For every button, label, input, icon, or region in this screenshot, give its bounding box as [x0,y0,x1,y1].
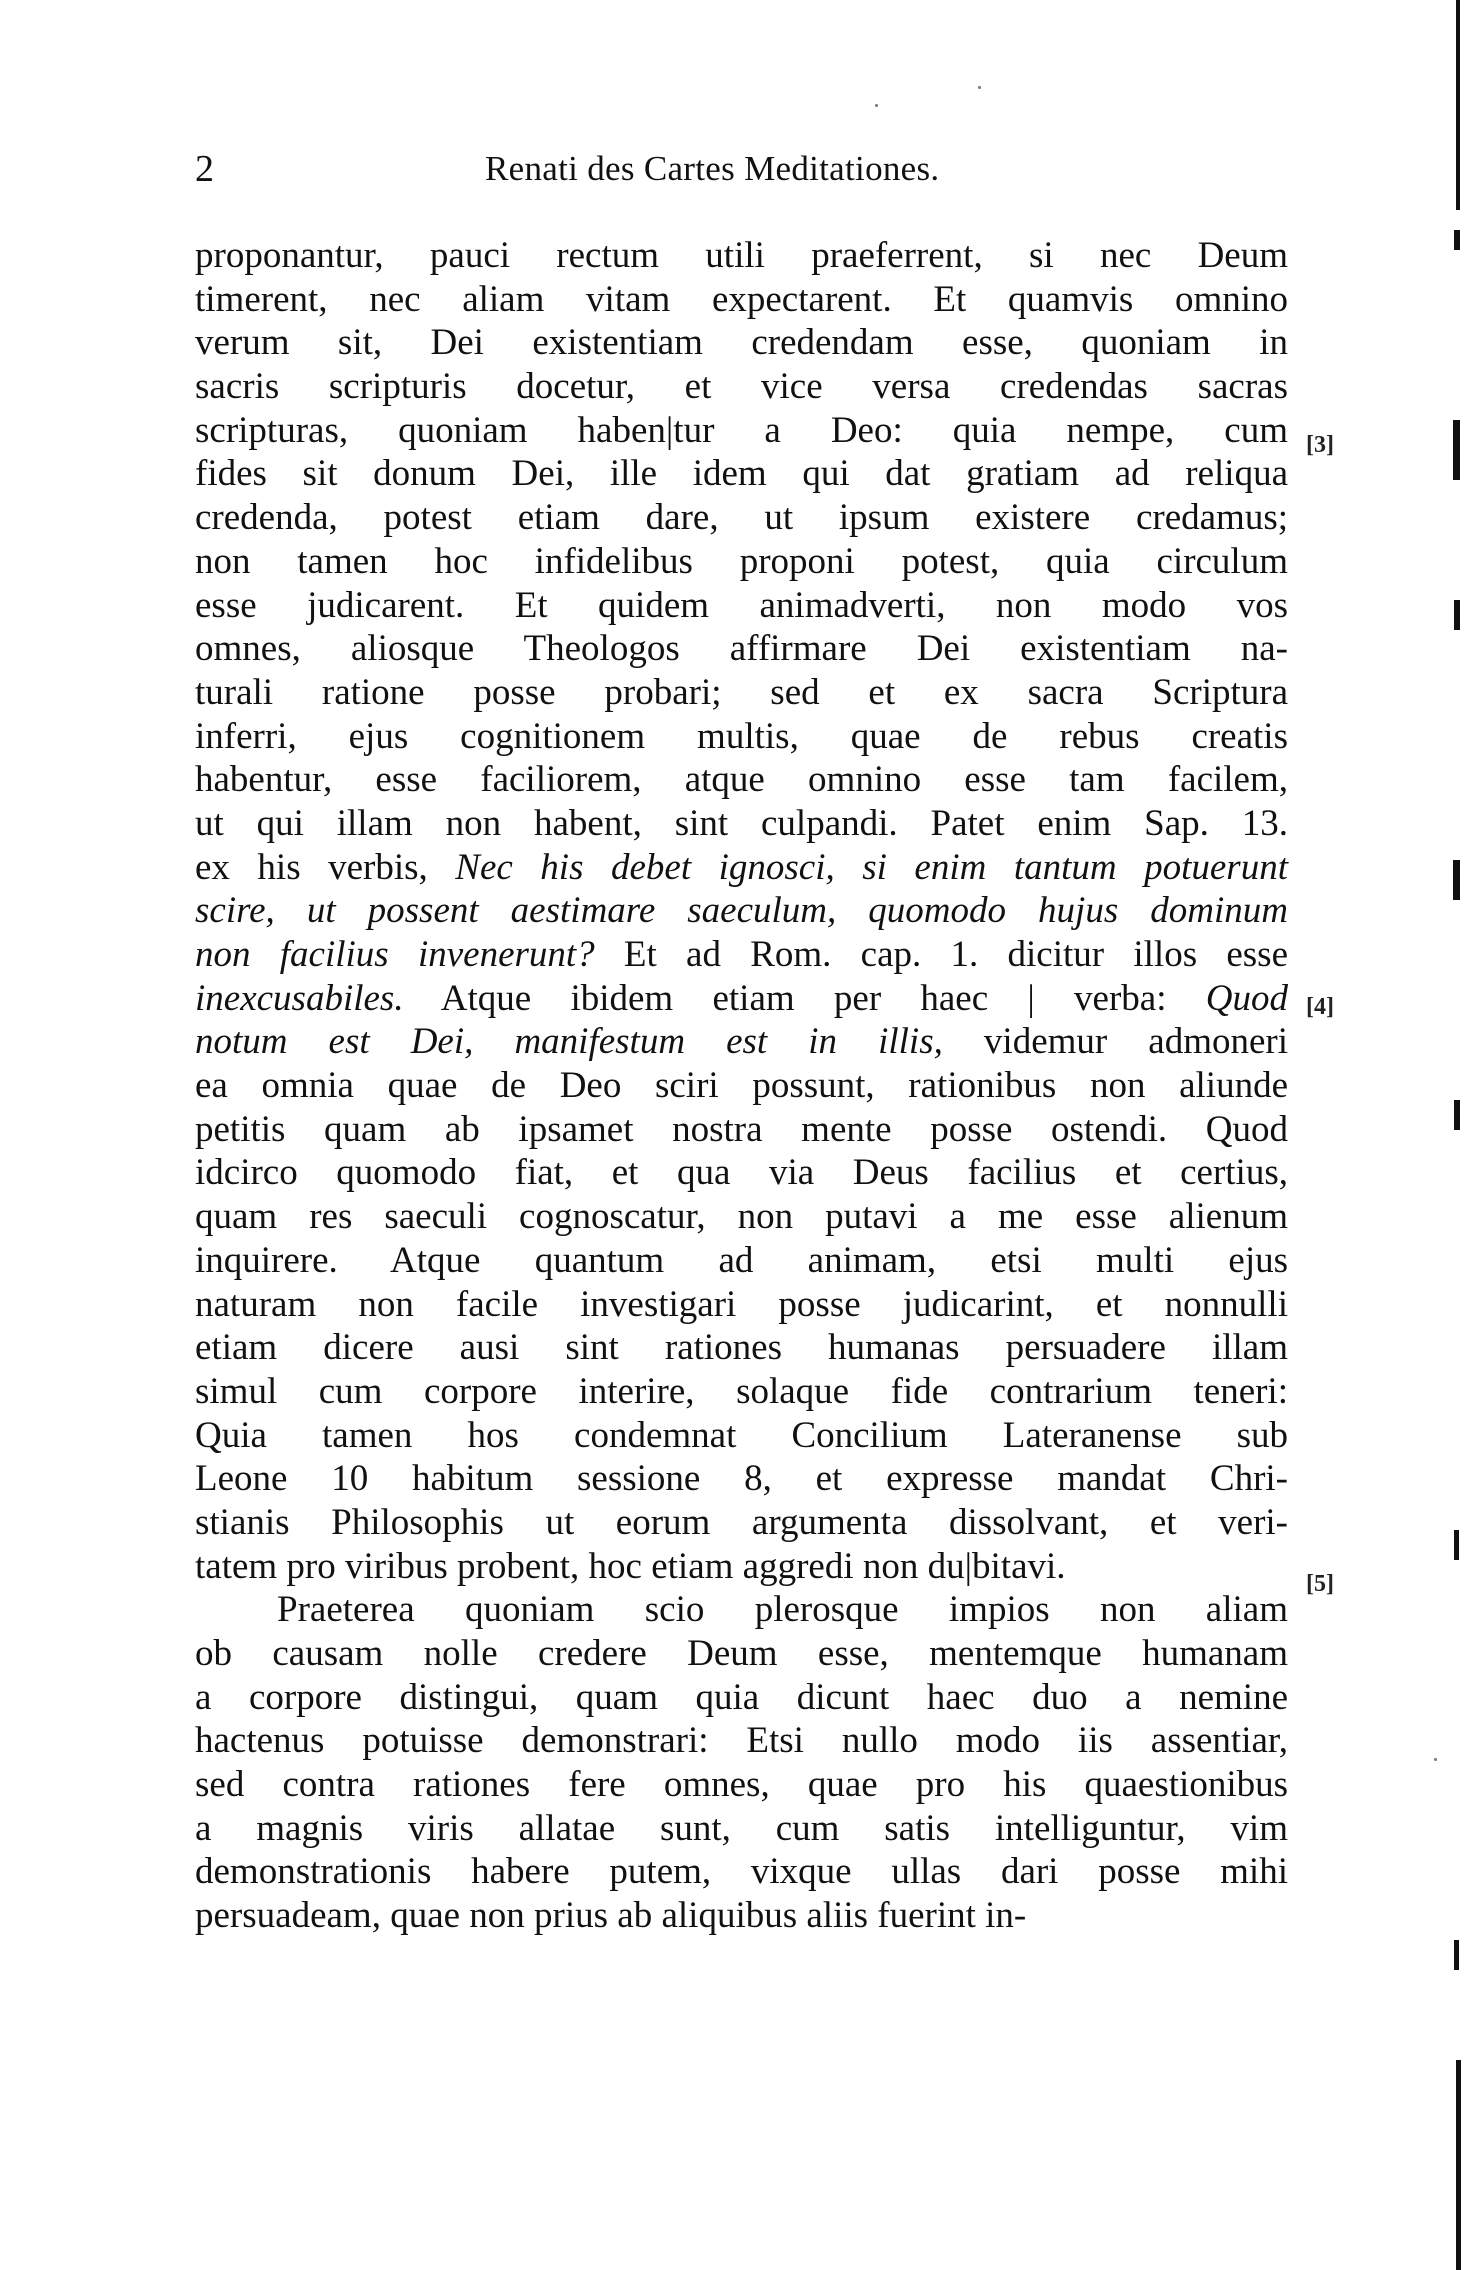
scan-speck [875,104,878,107]
text-segment: turali ratione posse probari; sed et ex sacra Scriptura [195,671,1288,713]
scanned-page-edge [1453,0,1467,2270]
text-line [195,1195,1288,1239]
text-segment: Praeterea quoniam scio plerosque impios non aliam [277,1589,1288,1631]
text-segment: stianis Philosophis ut eorum argumenta dissolvant, et veri- [195,1501,1288,1543]
text-line [195,933,1288,977]
text-line [195,1501,1288,1545]
margin-marker-3: [3] [1306,432,1334,458]
margin-marker-4: [4] [1306,994,1334,1020]
text-line [195,671,1288,715]
text-line [195,1850,1288,1894]
text-line [195,889,1288,933]
text-line [195,715,1288,759]
text-line [195,758,1288,802]
text-line [195,540,1288,584]
text-line [195,1807,1288,1851]
body-text [195,234,1288,1938]
text-line [195,1457,1288,1501]
text-segment: quam res saeculi cognoscatur, non putavi a me esse alienum [195,1196,1288,1238]
running-title: Renati des Cartes Meditationes. [485,149,940,188]
page-number: 2 [195,148,214,190]
text-line [195,1326,1288,1370]
text-line [195,627,1288,671]
page-header [195,146,1285,196]
text-line [195,1894,1288,1938]
text-line [195,1719,1288,1763]
text-line [195,1283,1288,1327]
text-line [195,1588,1288,1632]
text-segment: naturam non facile investigari posse judicarint, et nonnulli [195,1283,1288,1325]
margin-marker-5: [5] [1306,1571,1334,1597]
text-line [195,452,1288,496]
text-line [195,1239,1288,1283]
text-segment: esse judicarent. Et quidem animadverti, non modo vos [195,584,1288,626]
text-segment: fides sit donum Dei, ille idem qui dat gratiam ad reliqua [195,453,1288,495]
text-segment: habentur, esse faciliorem, atque omnino esse tam facilem, [195,759,1288,801]
text-segment: persuadeam, quae non prius ab aliquibus aliis fuerint in- [195,1895,1027,1937]
text-segment: sacris scripturis docetur, et vice versa credendas sacras [195,366,1288,408]
text-segment: tatem pro viribus probent, hoc etiam aggredi non du|bitavi. [195,1545,1066,1587]
text-segment: ut qui illam non habent, sint culpandi. Patet enim Sap. 13. [195,802,1288,844]
text-segment: proponantur, pauci rectum utili praeferrent, si nec Deum [195,235,1288,276]
text-segment: Atque ibidem etiam per haec | verba: [403,977,1206,1019]
text-segment: a magnis viris allatae sunt, cum satis intelliguntur, vim [195,1807,1288,1849]
text-line [195,409,1288,453]
text-line [195,496,1288,540]
text-segment: Leone 10 habitum sessione 8, et expresse mandat Chri- [195,1458,1288,1500]
text-segment: a corpore distingui, quam quia dicunt haec duo a nemine [195,1676,1288,1718]
text-line [195,1545,1288,1589]
italic-text: non facilius invenerunt? [195,934,595,975]
text-segment: hactenus potuisse demonstrari: Etsi nullo modo iis assentiar, [195,1720,1288,1762]
text-line [195,365,1288,409]
text-line [195,584,1288,628]
text-line [195,802,1288,846]
text-segment: demonstrationis habere putem, vixque ullas dari posse mihi [195,1851,1288,1893]
text-segment: omnes, aliosque Theologos affirmare Dei existentiam na- [195,628,1288,670]
text-segment: inferri, ejus cognitionem multis, quae de rebus creatis [195,715,1288,757]
text-segment: ob causam nolle credere Deum esse, mentemque humanam [195,1633,1288,1674]
text-segment: scripturas, quoniam haben|tur a Deo: quia nempe, cum [195,409,1288,451]
text-segment: idcirco quomodo fiat, et qua via Deus facilius et certius, [195,1152,1288,1194]
text-segment: videmur admoneri [942,1021,1288,1063]
italic-text: scire, ut possent aestimare saeculum, quomodo hujus dominum [195,890,1288,932]
text-segment: timerent, nec aliam vitam expectarent. Et quamvis omnino [195,278,1288,320]
text-line [195,977,1288,1021]
text-line [195,321,1288,365]
text-segment: non tamen hoc infidelibus proponi potest, quia circulum [195,540,1288,582]
text-segment: credenda, potest etiam dare, ut ipsum existere credamus; [195,497,1288,539]
text-segment: verum sit, Dei existentiam credendam esse, quoniam in [195,322,1288,364]
scan-speck [1434,1758,1437,1761]
text-line [195,234,1288,278]
text-segment: simul cum corpore interire, solaque fide contrarium teneri: [195,1370,1288,1412]
text-line [195,1763,1288,1807]
text-line [195,1108,1288,1152]
italic-text: inexcusabiles. [195,977,404,1019]
text-line [195,1370,1288,1414]
italic-text: Nec his debet ignosci, si enim tantum potuerunt [455,846,1288,888]
text-line [195,1414,1288,1458]
italic-text: notum est Dei, manifestum est in illis, [195,1021,943,1063]
text-line [195,1064,1288,1108]
text-segment: ex his verbis, [195,846,456,888]
text-line [195,1020,1288,1064]
italic-text: Quod [1205,977,1288,1019]
text-line [195,278,1288,322]
text-segment: Et ad Rom. cap. 1. dicitur illos esse [594,934,1288,975]
text-segment: petitis quam ab ipsamet nostra mente posse ostendi. Quod [195,1108,1288,1150]
scan-speck [978,86,981,89]
text-segment: sed contra rationes fere omnes, quae pro his quaestionibus [195,1764,1288,1806]
text-segment: etiam dicere ausi sint rationes humanas persuadere illam [195,1327,1288,1369]
text-segment: inquirere. Atque quantum ad animam, etsi multi ejus [195,1239,1288,1281]
text-segment: Quia tamen hos condemnat Concilium Lateranense sub [195,1414,1288,1456]
text-line [195,1676,1288,1720]
text-line [195,1632,1288,1676]
text-line [195,1151,1288,1195]
text-segment: ea omnia quae de Deo sciri possunt, rationibus non aliunde [195,1065,1288,1107]
text-line [195,846,1288,890]
